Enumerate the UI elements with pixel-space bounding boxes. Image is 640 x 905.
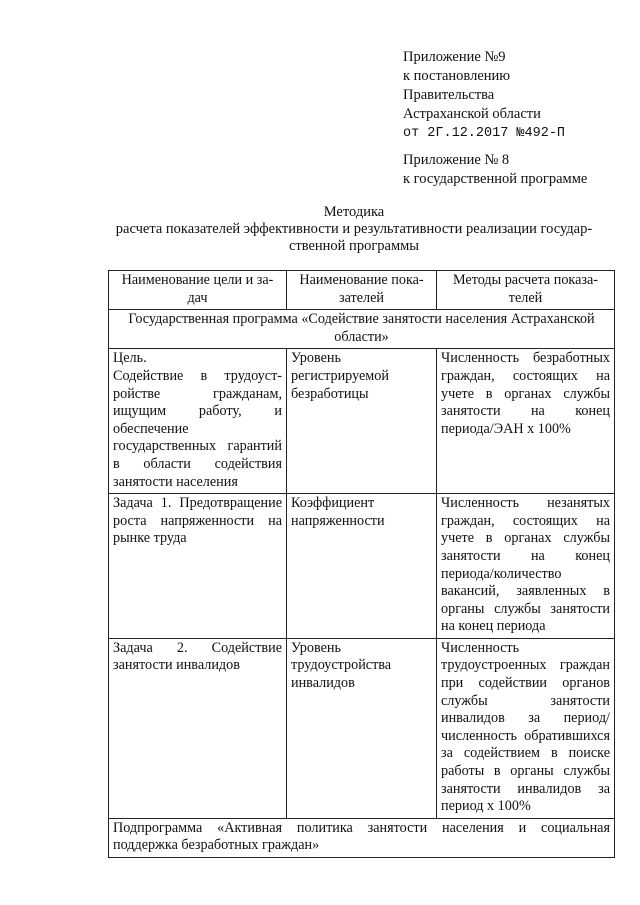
annex-9-title: Приложение №9	[403, 49, 506, 65]
title-line-2: расчета показателей эффективности и результативности реализации государ-	[115, 221, 593, 237]
table-row	[109, 494, 615, 639]
goal-cell: Цель. Содействие в трудоуст-ройстве гражданам, ищущим работу, и обеспечение государственных гарантий в области содействия занятости населения	[109, 349, 287, 494]
annex-9-authority: Правительства	[403, 87, 495, 103]
table-row	[109, 349, 615, 494]
methodology-table	[108, 270, 615, 858]
annex-9-block	[403, 48, 565, 143]
program-row	[109, 310, 615, 349]
goal-cell: Задача 1. Предотвращение роста напряженности на рынке труда	[109, 494, 287, 639]
annex-8-title: Приложение № 8	[403, 152, 510, 168]
annex-8-block	[403, 151, 587, 189]
method-cell: Численность незанятых граждан, состоящих на учете в органах службы занятости на конец периода/количество вакансий, заявленных в органы службы занятости на конец периода	[437, 494, 615, 639]
indicator-cell: Коэффициент напряженности	[287, 494, 437, 639]
program-title: Государственная программа «Содействие занятости населения Астраханской области»	[109, 310, 615, 349]
annex-9-date-number: от 2Г.12.2017 №492-П	[403, 126, 566, 141]
header-method: Методы расчета показа- телей	[437, 271, 615, 310]
method-cell: Численность трудоустроенных граждан при содействии органов службы занятости инвалидов за период/численность обратившихся за содействием в поиске работы в органы службы занятости инвалидов за период х 100%	[437, 638, 615, 818]
method-cell: Численность безработных граждан, состоящих на учете в органах службы занятости на конец периода/ЭАН х 100%	[437, 349, 615, 494]
table-row	[109, 638, 615, 818]
indicator-cell: Уровень регистрируемой безработицы	[287, 349, 437, 494]
annex-9-ref-line: к постановлению	[403, 68, 511, 84]
header-indicator: Наименование пока- зателей	[287, 271, 437, 310]
goal-cell: Задача 2. Содействие занятости инвалидов	[109, 638, 287, 818]
title-line-1: Методика	[323, 204, 385, 220]
subprogram-title: Подпрограмма «Активная политика занятости населения и социальная поддержка безработных граждан»	[109, 818, 615, 857]
document-title	[108, 204, 600, 255]
subprogram-row	[109, 818, 615, 857]
header-goal: Наименование цели и за- дач	[109, 271, 287, 310]
table-header-row	[109, 271, 615, 310]
indicator-cell: Уровень трудоустройства инвалидов	[287, 638, 437, 818]
title-line-3: ственной программы	[288, 238, 420, 254]
annex-8-ref-line: к государственной программе	[403, 171, 588, 187]
annex-9-region: Астраханской области	[403, 106, 541, 122]
